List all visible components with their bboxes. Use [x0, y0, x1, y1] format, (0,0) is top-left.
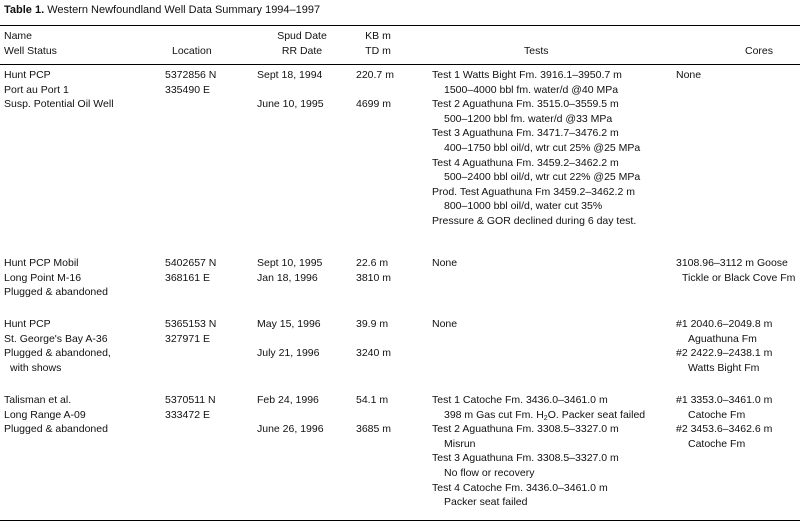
header-location: Location [172, 45, 212, 57]
top-rule [0, 25, 800, 26]
row3-kb: 39.9 m [356, 318, 389, 330]
row2-cores: 3108.96–3112 m Goose Tickle or Black Cove Fm [676, 257, 796, 284]
row3-td: 3240 m [356, 347, 392, 359]
row4-tests: Test 1 Catoche Fm. 3436.0–3461.0 m 398 m Gas cut Fm. $H_2O$. Packer seat failed Test 2 Aguathuna Fm. 3308.5–3327.0 m Misrun Test 3 Aguathuna Fm. 3308.5–3327.0 m No flow or recovery Test 4 Catoche Fm. 3436.0–3461.0 m Packer seat failed [432, 394, 646, 509]
header-tests: Tests [524, 45, 549, 57]
bottom-rule [0, 520, 800, 521]
row1-kb: 220.7 m [356, 69, 394, 81]
header-name: Name Well Status [4, 30, 57, 57]
row4-spud-date: Feb 24, 1996 [257, 394, 319, 406]
row4-td: 3685 m [356, 423, 392, 435]
table-label: Table 1. [4, 4, 45, 16]
row1-spud-date: Sept 18, 1994 [257, 69, 323, 81]
row1-td: 4699 m [356, 98, 392, 110]
row2-kb-td: 22.6 m 3810 m [356, 257, 392, 284]
row1-name: Hunt PCP Port au Port 1 Susp. Potential Oil Well [4, 69, 114, 111]
row4-rr-date: June 26, 1996 [257, 423, 324, 435]
row1-cores: None [676, 69, 702, 81]
table-caption: Western Newfoundland Well Data Summary 1994–1997 [47, 4, 321, 16]
row2-name: Hunt PCP Mobil Long Point M-16 Plugged & abandoned [4, 257, 108, 299]
row2-tests: None [432, 257, 458, 269]
table-title [4, 4, 320, 16]
row4-location: 5370511 N 333472 E [165, 394, 216, 421]
row1-rr-date: June 10, 1995 [257, 98, 324, 110]
row3-rr-date: July 21, 1996 [257, 347, 320, 359]
row2-location: 5402657 N 368161 E [165, 257, 217, 284]
row4-name: Talisman et al. Long Range A-09 Plugged & abandoned [4, 394, 108, 436]
header-cores: Cores [745, 45, 774, 57]
row3-name: Hunt PCP St. George's Bay A-36 Plugged & abandoned, with shows [4, 318, 111, 374]
row1-location: 5372856 N 335490 E [165, 69, 217, 96]
row1-tests: Test 1 Watts Bight Fm. 3916.1–3950.7 m 1500–4000 bbl fm. water/d @40 MPa Test 2 Aguathuna Fm. 3515.0–3559.5 m 500–1200 bbl fm. water/d @33 MPa Test 3 Aguathuna Fm. 3471.7–3476.2 m 400–1750 bbl oil/d, wtr cut 25% @25 MPa Test 4 Aguathuna Fm. 3459.2–3462.2 m 500–2400 bbl oil/d, wtr cut 22% @25 MPa Prod. Test Aguathuna Fm 3459.2–3462.2 m 800–1000 bbl oil/d, water cut 35% Pressure & GOR declined during 6 day test. [432, 69, 641, 227]
header-dates: Spud Date RR Date [277, 30, 327, 57]
row2-dates: Sept 10, 1995 Jan 18, 1996 [257, 257, 323, 284]
row4-kb: 54.1 m [356, 394, 389, 406]
row4-cores: #1 3353.0–3461.0 m Catoche Fm #2 3453.6–3462.6 m Catoche Fm [676, 394, 773, 450]
header-rule [0, 64, 800, 65]
row3-cores: #1 2040.6–2049.8 m Aguathuna Fm #2 2422.9–2438.1 m Watts Bight Fm [676, 318, 773, 374]
header-kb-td: KB m TD m [365, 30, 391, 57]
row3-location: 5365153 N 327971 E [165, 318, 217, 345]
row3-tests: None [432, 318, 458, 330]
row3-spud-date: May 15, 1996 [257, 318, 321, 330]
